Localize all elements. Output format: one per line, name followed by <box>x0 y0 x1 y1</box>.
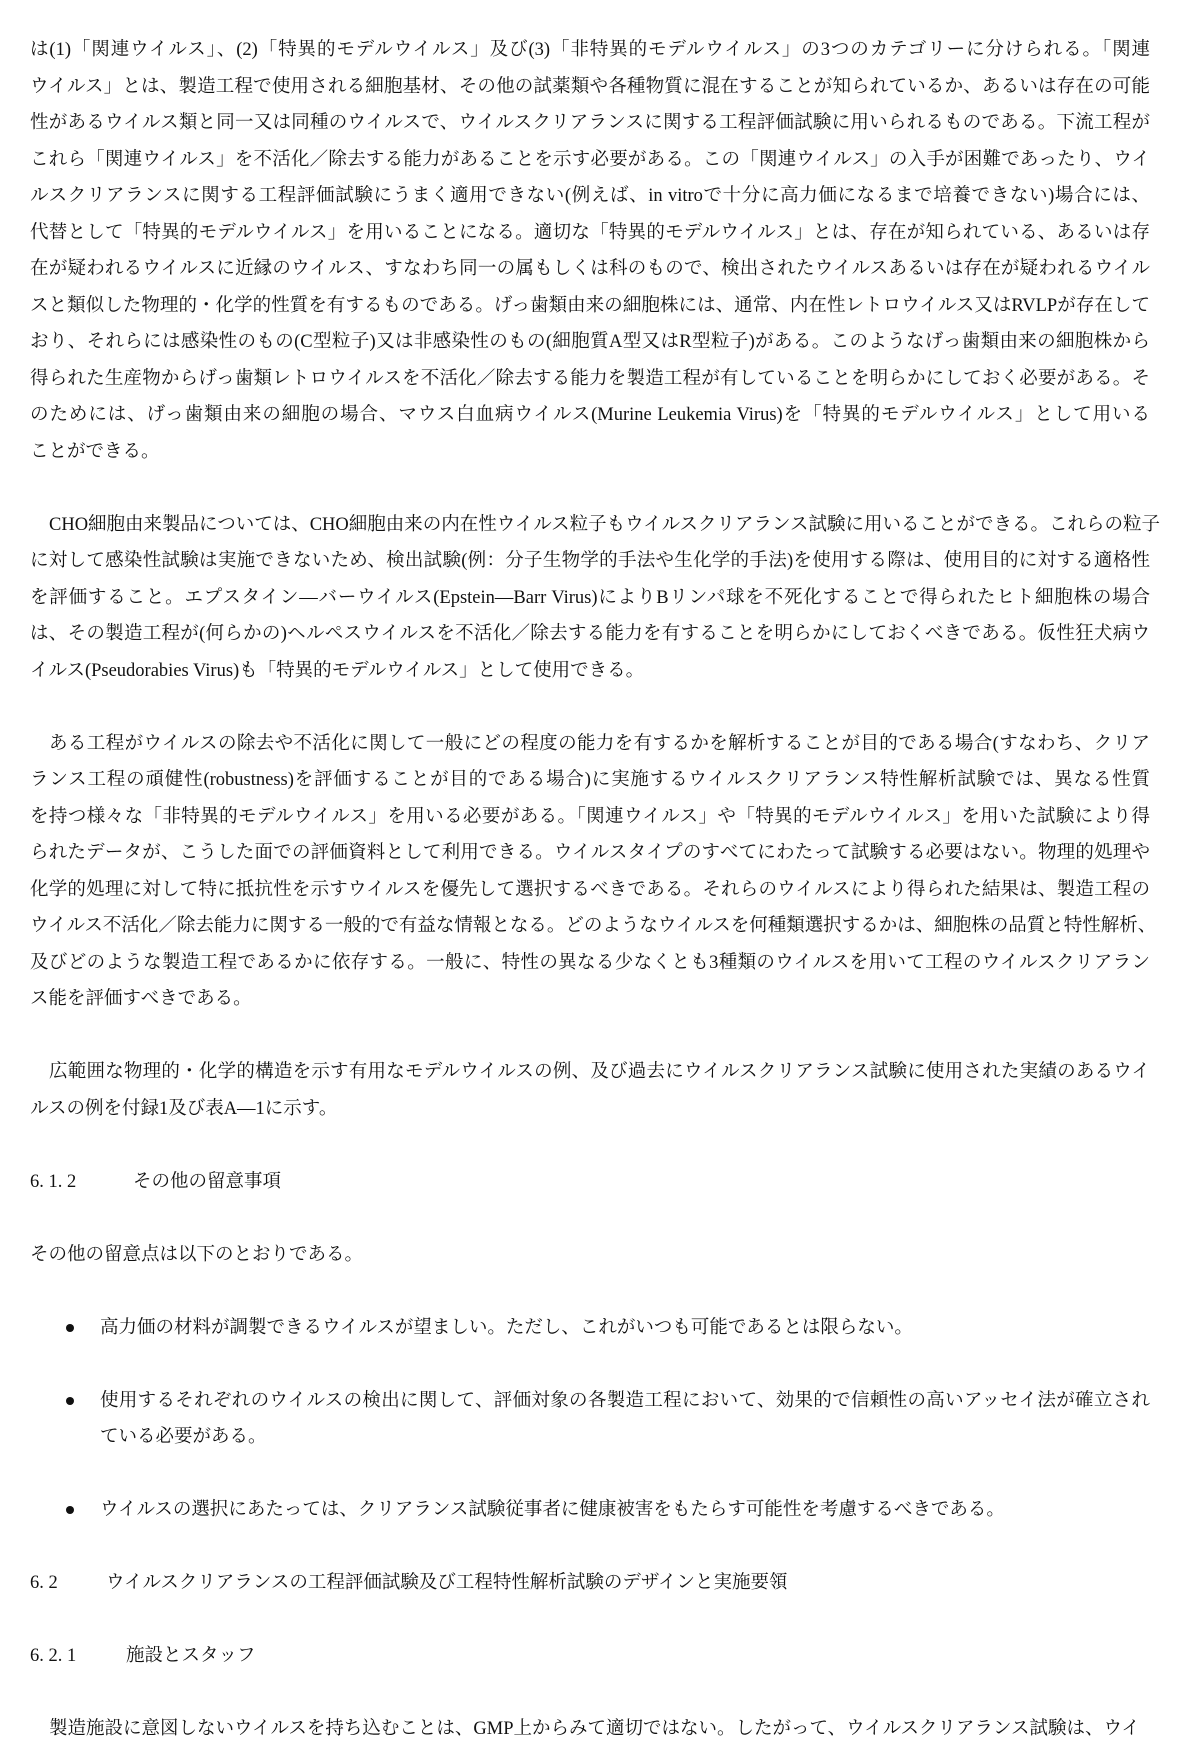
paragraph <box>30 726 1157 1018</box>
section-number: 6. 2 <box>30 1573 58 1593</box>
paragraph <box>30 507 1160 690</box>
text-line: ある工程がウイルスの除去や不活化に関して一般にどの程度の能力を有するかを解析することが目的である場合(すなわち、クリア <box>49 733 1150 754</box>
text-line: CHO細胞由来製品については、CHO細胞由来の内在性ウイルス粒子もウイルスクリアランス試験に用いることができる。これらの粒子 <box>49 514 1160 535</box>
text-line: 代替として「特異的モデルウイルス」を用いることになる。適切な「特異的モデルウイルス」とは、存在が知られている、あるいは存 <box>30 222 1150 243</box>
section-heading <box>30 1638 1150 1675</box>
section-number: 6. 2. 1 <box>30 1646 77 1666</box>
text-line: ランス工程の頑健性(robustness)を評価することが目的である場合)に実施するウイルスクリアランス特性解析試験では、異なる性質 <box>30 770 1150 790</box>
section-title: ウイルスクリアランスの工程評価試験及び工程特性解析試験のデザインと実施要領 <box>106 1573 788 1593</box>
text-line: に対して感染性試験は実施できないため、検出試験(例：分子生物学的手法や生化学的手法)を使用する際は、使用目的に対する適格性 <box>30 551 1150 571</box>
paragraph <box>30 32 1150 470</box>
paragraph <box>30 1237 1150 1274</box>
text-line: ウイルス」とは、製造工程で使用される細胞基材、その他の試薬類や各種物質に混在することが知られているか、あるいは存在の可能 <box>30 76 1150 97</box>
text-line: ウイルスの選択にあたっては、クリアランス試験従事者に健康被害をもたらす可能性を考慮するべきである。 <box>100 1500 1005 1520</box>
text-line: は(1)「関連ウイルス」、(2)「特異的モデルウイルス」及び(3)「非特異的モデルウイルス」の3つのカテゴリーに分けられる。「関連 <box>30 40 1150 60</box>
document-body <box>30 32 1160 1748</box>
text-line: 及びどのような製造工程であるかに依存する。一般に、特性の異なる少なくとも3種類のウイルスを用いて工程のウイルスクリアラン <box>30 952 1150 973</box>
blank-line <box>30 1675 1150 1712</box>
text-line: 高力価の材料が調製できるウイルスが望ましい。ただし、これがいつも可能であるとは限らない。 <box>100 1317 913 1338</box>
paragraph <box>30 1711 1150 1748</box>
text-line: ス能を評価すべきである。 <box>30 989 252 1009</box>
bullet-item <box>30 1310 1150 1347</box>
blank-line <box>30 470 1150 507</box>
text-line: 広範囲な物理的・化学的構造を示す有用なモデルウイルスの例、及び過去にウイルスクリアランス試験に使用された実績のあるウイ <box>49 1062 1150 1082</box>
text-line: おり、それらには感染性のもの(C型粒子)又は非感染性のもの(細胞質A型又はR型粒子)がある。このようなげっ歯類由来の細胞株から <box>30 332 1150 352</box>
bullet-icon <box>66 1324 74 1332</box>
text-line: ウイルス不活化／除去能力に関する一般的で有益な情報となる。どのようなウイルスを何種類選択するかは、細胞株の品質と特性解析、 <box>30 916 1157 936</box>
section-title: 施設とスタッフ <box>126 1646 256 1666</box>
text-line: は、その製造工程が(何らかの)ヘルペスウイルスを不活化／除去する能力を有することを明らかにしておくべきである。仮性狂犬病ウ <box>30 624 1150 644</box>
paragraph <box>30 1054 1150 1127</box>
text-line: 使用するそれぞれのウイルスの検出に関して、評価対象の各製造工程において、効果的で信頼性の高いアッセイ法が確立され <box>100 1390 1150 1411</box>
text-line: その他の留意点は以下のとおりである。 <box>30 1244 364 1265</box>
text-line: を評価すること。エプスタイン―バーウイルス(Epstein―Barr Virus)によりBリンパ球を不死化することで得られたヒト細胞株の場合 <box>30 587 1150 608</box>
text-line: を持つ様々な「非特異的モデルウイルス」を用いる必要がある。「関連ウイルス」や「特異的モデルウイルス」を用いた試験により得 <box>30 806 1150 827</box>
blank-line <box>30 1273 1150 1310</box>
bullet-icon <box>66 1506 74 1514</box>
bullet-item <box>30 1383 1150 1456</box>
blank-line <box>30 1346 1150 1383</box>
text-line: 在が疑われるウイルスに近縁のウイルス、すなわち同一の属もしくは科のもので、検出されたウイルスあるいは存在が疑われるウイル <box>30 259 1150 279</box>
text-line: ている必要がある。 <box>100 1427 267 1447</box>
text-line: ことができる。 <box>30 441 160 462</box>
blank-line <box>30 689 1150 726</box>
bullet-icon <box>66 1397 74 1405</box>
blank-line <box>30 1529 1150 1566</box>
text-line: 化学的処理に対して特に抵抗性を示すウイルスを優先して選択するべきである。それらのウイルスにより得られた結果は、製造工程の <box>30 879 1150 900</box>
text-line: 製造施設に意図しないウイルスを持ち込むことは、GMP上からみて適切ではない。したがって、ウイルスクリアランス試験は、ウイ <box>49 1719 1140 1739</box>
blank-line <box>30 1018 1150 1055</box>
blank-line <box>30 1456 1150 1493</box>
text-line: 性があるウイルス類と同一又は同種のウイルスで、ウイルスクリアランスに関する工程評価試験に用いられるものである。下流工程が <box>30 113 1150 133</box>
section-heading <box>30 1164 1150 1201</box>
blank-line <box>30 1127 1150 1164</box>
blank-line <box>30 1200 1150 1237</box>
bullet-item <box>30 1492 1150 1529</box>
text-line: イルス(Pseudorabies Virus)も「特異的モデルウイルス」として使用できる。 <box>30 660 645 681</box>
text-line: 得られた生産物からげっ歯類レトロウイルスを不活化／除去する能力を製造工程が有していることを明らかにしておく必要がある。そ <box>30 368 1150 389</box>
section-title: その他の留意事項 <box>133 1171 282 1192</box>
section-number: 6. 1. 2 <box>30 1171 77 1192</box>
text-line: これら「関連ウイルス」を不活化／除去する能力があることを示す必要がある。この「関連ウイルス」の入手が困難であったり、ウイ <box>30 149 1150 170</box>
blank-line <box>30 1602 1150 1639</box>
text-line: ルスの例を付録1及び表A―1に示す。 <box>30 1098 338 1119</box>
text-line: ルスクリアランスに関する工程評価試験にうまく適用できない(例えば、in vitroで十分に高力価になるまで培養できない)場合には、 <box>30 186 1150 206</box>
section-heading <box>30 1565 1150 1602</box>
text-line: られたデータが、こうした面での評価資料として利用できる。ウイルスタイプのすべてにわたって試験する必要はない。物理的処理や <box>30 843 1150 863</box>
text-line: のためには、げっ歯類由来の細胞の場合、マウス白血病ウイルス(Murine Leukemia Virus)を「特異的モデルウイルス」として用いる <box>30 405 1150 425</box>
text-line: スと類似した物理的・化学的性質を有するものである。げっ歯類由来の細胞株には、通常、内在性レトロウイルス又はRVLPが存在して <box>30 295 1150 316</box>
